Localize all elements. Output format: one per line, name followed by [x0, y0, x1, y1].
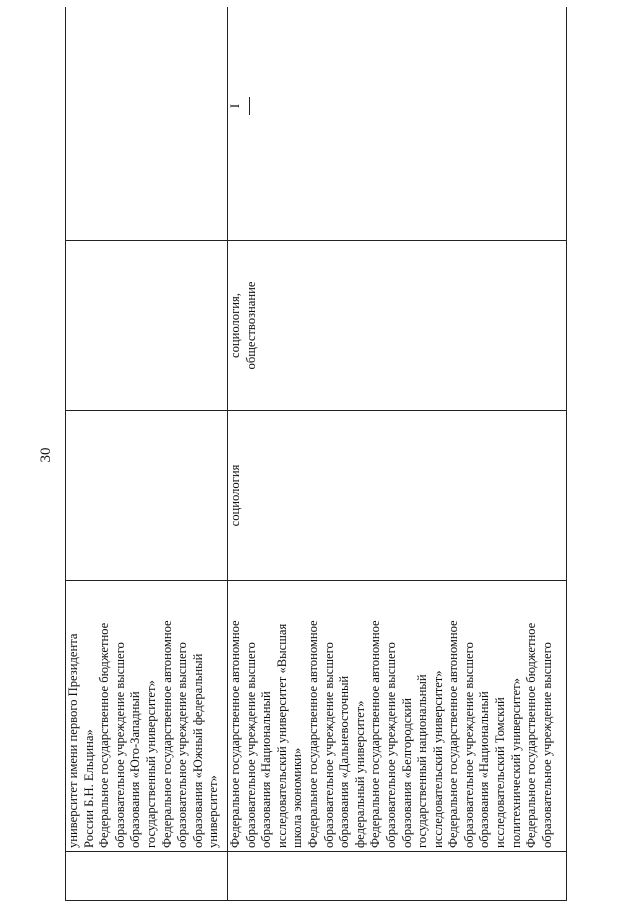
organization-line: Федеральное государственное автономное [305, 620, 320, 848]
organization-line: Федеральное государственное бюджетное [524, 622, 539, 848]
subjects-related-cell [66, 241, 228, 411]
olympiad-table [65, 7, 567, 901]
organization-line: Федеральное государственное автономное [227, 620, 242, 848]
organization-line: образовательное учреждение высшего [175, 642, 190, 848]
organization-line: школа экономики» [290, 747, 305, 848]
organization-line: политехнический университет» [508, 678, 523, 848]
organization-line: государственный национальный [415, 674, 430, 848]
organization-line: образования «Национальный [259, 691, 274, 848]
organization-line: университет имени первого Президента [66, 633, 80, 848]
organization-line: образования «Юго-Западный [128, 691, 143, 848]
rotated-table-container [65, 7, 567, 901]
level-mark: I [227, 103, 242, 109]
related-subject-line: обществознание [243, 281, 258, 370]
organization-line: образовательное учреждение высшего [383, 642, 398, 848]
organization-line: исследовательский университет» [430, 670, 445, 848]
organization-line: исследовательский Томский [493, 697, 508, 848]
organization-line: исследовательский университет «Высшая [274, 623, 289, 848]
organization-line: образовательное учреждение высшего [461, 642, 476, 848]
subject-cell: социология [227, 411, 566, 581]
subject-cell [66, 411, 228, 581]
note-cell [66, 7, 228, 241]
row-number-cell [227, 852, 566, 901]
table-row [227, 7, 566, 901]
table-row [66, 7, 228, 901]
organization-line: образования «Белгородский [399, 698, 414, 848]
organizations-cell [227, 581, 566, 852]
organization-line: Федеральное государственное бюджетное [97, 622, 112, 848]
table-region [65, 7, 567, 901]
organization-line: государственный университет» [143, 680, 158, 848]
organization-line: образовательное учреждение высшего [539, 642, 554, 848]
subjects-related-cell [227, 241, 566, 411]
organization-line: образования «Южный федеральный [190, 653, 205, 848]
organization-line: федеральный университет» [352, 700, 367, 848]
related-subject-line: социология, [227, 293, 242, 358]
organizations-cell [66, 581, 228, 852]
page-number: 30 [38, 447, 54, 463]
organization-line: образовательное учреждение высшего [243, 642, 258, 848]
organization-line: Федеральное государственное автономное [368, 620, 383, 848]
note-cell [227, 7, 566, 241]
organization-line: образовательное учреждение высшего [112, 642, 127, 848]
row-number-cell [66, 852, 228, 901]
organization-line: Федеральное государственное автономное [446, 620, 461, 848]
organization-line: образования «Национальный [477, 691, 492, 848]
level-mark-underline [249, 97, 250, 115]
organization-line: образовательное учреждение высшего [321, 642, 336, 848]
organization-line: образования «Дальневосточный [337, 675, 352, 848]
organization-line: Федеральное государственное автономное [159, 620, 174, 848]
organization-line: России Б.Н. Ельцина» [81, 729, 96, 848]
organization-line: университет» [206, 775, 221, 848]
